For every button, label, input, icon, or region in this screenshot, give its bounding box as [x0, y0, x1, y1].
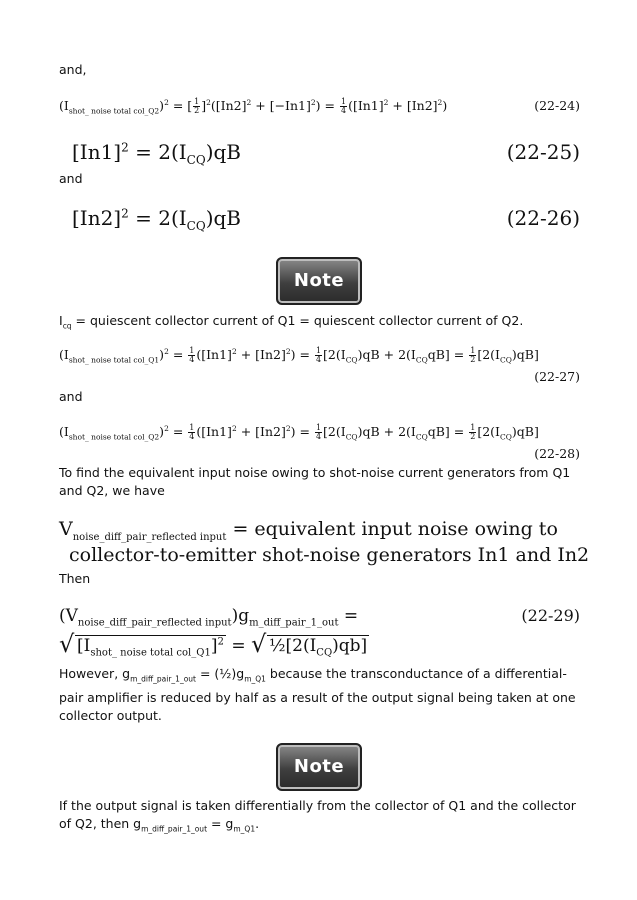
- icq-definition: $I_{cq}$ = quiescent collector current of Q1 = quiescent collector current of Q2.: [59, 313, 524, 331]
- equation-number-22-26: (22-26): [506, 206, 580, 230]
- note-badge-2: Note: [276, 743, 362, 791]
- text-and-2: and: [59, 171, 83, 186]
- v-definition-line-2: collector-to-emitter shot-noise generators In1 and In2: [69, 544, 590, 566]
- equation-number-22-25: (22-25): [506, 140, 580, 164]
- note-badge: Note: [276, 257, 362, 305]
- paragraph-however: However, $g_{m\_diff\_pair\_1\_out}$ = $(\frac{1}{2})g_{m\_Q1}$ because the transconductance of a differential-pair amplifier is reduced by half as a result of the output signal being taken at one collector output.: [59, 666, 576, 723]
- equation-22-24: $(I_{shot\_ noise total col\_Q2})^2$ = [ $\frac{1}{2}$ ]$^2([In2]^2 + [-In1]^2)$ = $\frac{1}{4}$ $([In1]^2 + [In2]^2)$ (22-24): [59, 97, 580, 116]
- equation-number-22-27: (22-27): [534, 369, 580, 384]
- equation-22-29-line-2: √ $[I_{shot\_ noise total col\_Q1}]^2$ = √ $\frac{1}{2}[2(I_{CQ})qb]$: [59, 636, 580, 658]
- equation-number-22-29: (22-29): [521, 606, 580, 625]
- text-and-3: and: [59, 389, 83, 404]
- equation-number-22-28: (22-28): [534, 446, 580, 461]
- equation-22-27: $(I_{shot\_ noise total col\_Q1})^2$ = $\frac{1}{4}$ $([In1]^2 + [In2]^2)$ = $\frac{1}{4}$ [$2(I_{CQ})qB + 2(I_{CQ}qB]$ = $\frac{1}{2}$ $[2(I_{CQ})qB]$: [59, 346, 539, 365]
- equation-22-26: $[In2]^2 = 2(I_{CQ})qB$ (22-26): [72, 206, 580, 233]
- equation-22-25: $[In1]^2 = 2(I_{CQ})qB$ (22-25): [72, 140, 580, 167]
- paragraph-shot-noise: To find the equivalent input noise owing to shot-noise current generators from Q1 and Q2, we have: [59, 465, 571, 498]
- text-then: Then: [59, 571, 91, 586]
- equation-22-29-line-1: $(V_{noise\_diff\_pair\_reflected input})g_{m\_diff\_pair\_1\_out}$ = (22-29): [59, 606, 580, 629]
- text-and-1: and,: [59, 62, 87, 77]
- equation-number-22-24: (22-24): [534, 98, 580, 113]
- equation-22-28: $(I_{shot\_ noise total col\_Q2})^2$ = $\frac{1}{4}$ $([In1]^2 + [In2]^2)$ = $\frac{1}{4}$ [$2(I_{CQ})qB + 2(I_{CQ}qB]$ = $\frac{1}{2}$ $[2(I_{CQ})qB]$: [59, 423, 539, 442]
- v-definition-line-1: $V_{noise\_diff\_pair\_reflected input}$ = equivalent input noise owing to: [59, 518, 558, 543]
- paragraph-differential-output: If the output signal is taken differentially from the collector of Q1 and the collector of Q2, then $g_{m\_diff\_pair\_1\_out} = g_{m\_Q1}$.: [59, 798, 576, 834]
